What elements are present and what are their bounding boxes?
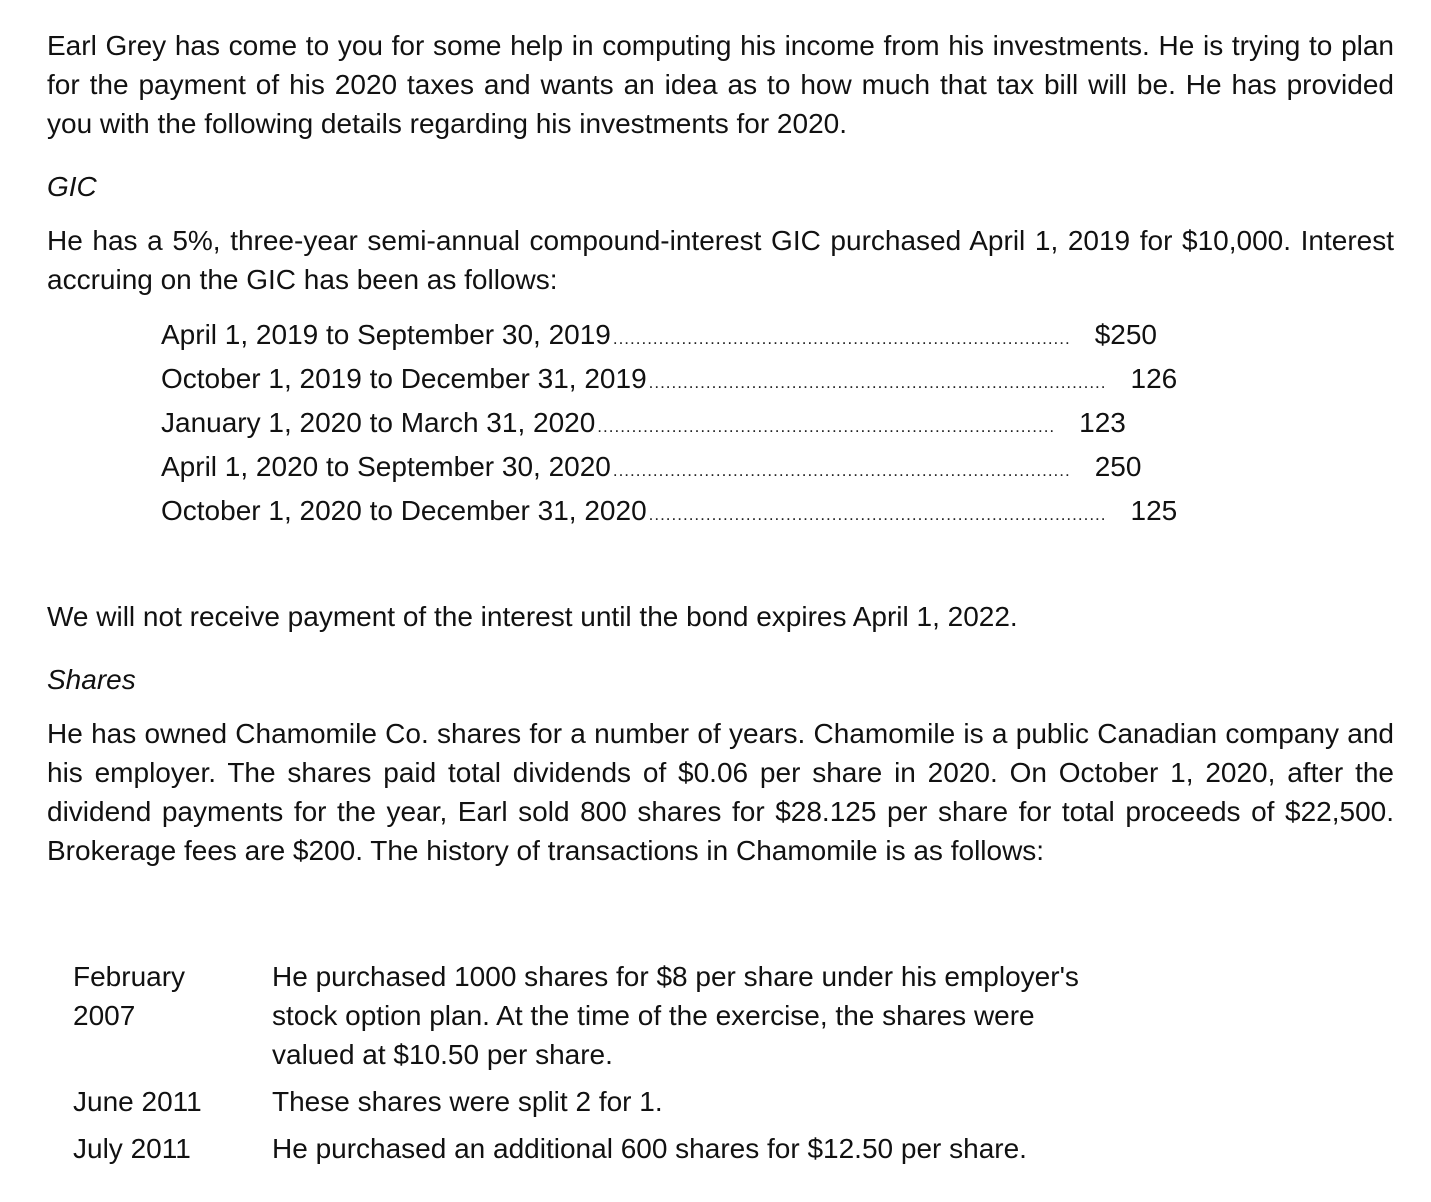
dot-leader: ................................................................................ (612, 461, 1071, 480)
shares-heading: Shares (47, 664, 136, 695)
history-date (73, 957, 272, 1074)
history-date-line: February (73, 961, 186, 992)
dot-leader: ................................................................................ (612, 329, 1071, 348)
history-description: These shares were split 2 for 1. (272, 1086, 663, 1117)
history-date: July 2011 (73, 1133, 191, 1164)
interest-accrual-table (161, 315, 1178, 535)
interest-period: January 1, 2020 to March 31, 2020 (161, 407, 596, 438)
dot-leader: ................................................................................ (648, 373, 1107, 392)
shares-description: He has owned Chamomile Co. shares for a number of years. Chamomile is a public Canadian company and his employer. The shares paid total dividends of $0.06 per share in 2020. On October 1, 2020, after the dividend payments for the year, Earl sold 800 shares for $28.125 per share for total proceeds of $22,500. Brokerage fees are $200. The history of transactions in Chamomile is as follows: (47, 718, 1394, 866)
interest-period: October 1, 2019 to December 31, 2019 (161, 363, 647, 394)
intro-paragraph: Earl Grey has come to you for some help in computing his income from his investments. He is trying to plan for the payment of his 2020 taxes and wants an idea as to how much that tax bill will be. He has provided you with the following details regarding his investments for 2020. (47, 30, 1394, 139)
gic-payment-note: We will not receive payment of the interest until the bond expires April 1, 2022. (47, 601, 1018, 632)
interest-amount: 250 (1094, 451, 1142, 482)
interest-period: October 1, 2020 to December 31, 2020 (161, 495, 647, 526)
interest-amount: 125 (1130, 495, 1178, 526)
interest-row (161, 447, 1142, 491)
history-date: June 2011 (73, 1086, 202, 1117)
history-description: He purchased an additional 600 shares for $12.50 per share. (272, 1133, 1027, 1164)
history-date-line: 2007 (73, 1000, 136, 1031)
interest-row (161, 359, 1178, 403)
interest-period: April 1, 2019 to September 30, 2019 (161, 319, 611, 350)
history-row (73, 1129, 1083, 1168)
transaction-history (73, 957, 1083, 1176)
interest-row (161, 315, 1158, 359)
dot-leader: ................................................................................ (648, 505, 1107, 524)
gic-description: He has a 5%, three-year semi-annual compound-interest GIC purchased April 1, 2019 for $10,000. Interest accruing on the GIC has been as follows: (47, 225, 1394, 295)
interest-row (161, 491, 1178, 535)
interest-period: April 1, 2020 to September 30, 2020 (161, 451, 611, 482)
interest-amount: 126 (1130, 363, 1178, 394)
interest-amount: 123 (1079, 407, 1126, 438)
interest-amount: $250 (1094, 319, 1158, 350)
history-row (73, 1082, 1083, 1121)
interest-row (161, 403, 1126, 447)
gic-heading: GIC (47, 171, 97, 202)
history-row (73, 957, 1083, 1074)
history-description: He purchased 1000 shares for $8 per share under his employer's stock option plan. At the time of the exercise, the shares were valued at $10.50 per share. (272, 961, 1079, 1070)
dot-leader: ................................................................................ (597, 417, 1056, 436)
